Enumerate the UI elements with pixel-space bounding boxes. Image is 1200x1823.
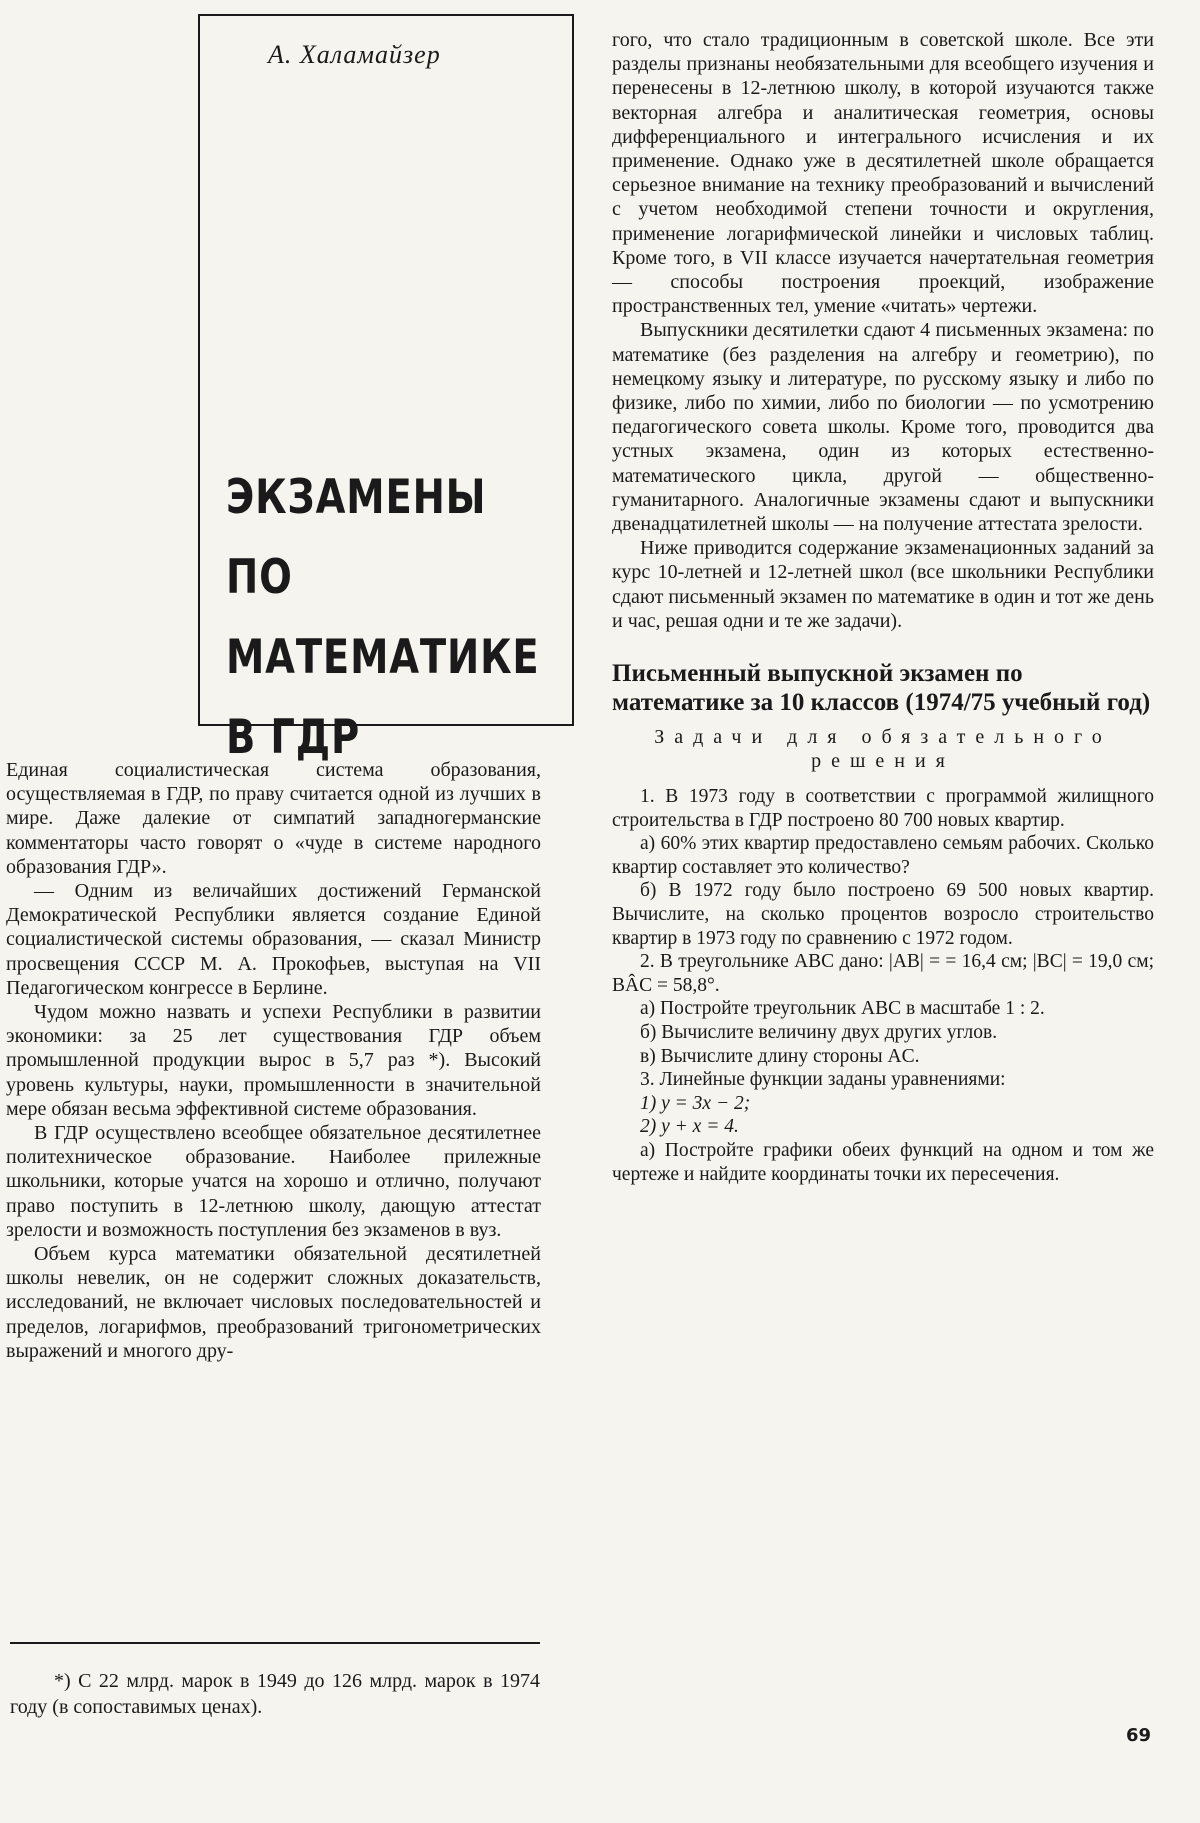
right-column — [612, 28, 1154, 1186]
task-2c: в) Вычислите длину стороны AC. — [640, 1045, 920, 1067]
task-1: 1. В 1973 году в соответствии с программой жилищного строительства в ГДР построено 80 700 новых квартир. — [612, 786, 1154, 831]
article-title — [226, 458, 540, 778]
task-2b: б) Вычислите величину двух других углов. — [640, 1022, 998, 1044]
paragraph: гого, что стало традиционным в советской школе. Все эти разделы признаны необязательными для всеобщего изучения и перенесены в 12-летнюю школу, в которой изучаются также векторная алгебра и аналитическая геометрия, основы дифференциального и интегрального исчисления и их применение. Однако уже в десятилетней школе обращается серьезное внимание на технику преобразований и вычислений с учетом необходимой степени точности и округления, применение логарифмической линейки и числовых таблиц. Кроме того, в VII классе изучается начертательная геометрия — способы построения проекций, изображение пространственных тел, умение «читать» чертежи. — [612, 29, 1154, 318]
footnote — [10, 1668, 540, 1720]
page-number: 69 — [1126, 1725, 1152, 1746]
title-line-4: В ГДР — [226, 710, 361, 765]
footnote-divider — [10, 1642, 540, 1644]
title-box — [198, 14, 574, 765]
author-name: А. Халамайзер — [268, 40, 441, 69]
task-list — [612, 785, 1154, 1186]
paragraph: Объем курса математики обязательной десятилетней школы невелик, он не содержит сложных доказательств, исследований, не включает числовых последовательностей и пределов, логарифмов, преобразований тригонометрических выражений и многого дру- — [6, 1243, 541, 1362]
paragraph: Ниже приводится содержание экзаменационных заданий за курс 10-летней и 12-летней школ (все школьники Республики сдают письменный экзамен по математике в один и тот же день и час, решая одни и те же задачи). — [612, 537, 1154, 632]
subheading: Задачи для обязательного решения — [654, 726, 1112, 773]
task-3-equation-2: 2) y + x = 4. — [640, 1116, 739, 1138]
title-line-3: МАТЕМАТИКЕ — [226, 630, 540, 685]
task-3: 3. Линейные функции заданы уравнениями: — [640, 1069, 1006, 1091]
footnote-text: *) С 22 млрд. марок в 1949 до 126 млрд. марок в 1974 году (в сопоставимых ценах). — [10, 1670, 540, 1718]
section-heading: Письменный выпускной экзамен по математике за 10 классов (1974/75 учебный год) — [612, 660, 1151, 717]
task-1a: а) 60% этих квартир предоставлено семьям рабочих. Сколько квартир составляет это количество? — [612, 833, 1154, 878]
paragraph: — Одним из величайших достижений Германской Демократической Республики является создание Единой социалистической системы образования, — сказал Министр просвещения СССР М. А. Прокофьев, выступая на VII Педагогическом конгрессе в Берлине. — [6, 880, 541, 999]
paragraph: Чудом можно назвать и успехи Республики в развитии экономики: за 25 лет существования ГДР объем промышленной продукции вырос в 5,7 раз *). Высокий уровень культуры, науки, промышленности в значительной мере обязан весьма эффективной системе образования. — [6, 1001, 541, 1120]
left-column-text — [6, 758, 541, 1363]
title-line-1: ЭКЗАМЕНЫ — [226, 470, 487, 525]
paragraph: Выпускники десятилетки сдают 4 письменных экзамена: по математике (без разделения на алгебру и геометрию), по немецкому языку и литературе, по русскому языку и либо по физике, либо по химии, либо по биологии — по усмотрению педагогического совета школы. Кроме того, проводится два устных экзамена, один из которых естественно-математического цикла, другой — общественно-гуманитарного. Аналогичные экзамены сдают и выпускники двенадцатилетней школы — на получение аттестата зрелости. — [612, 319, 1154, 536]
task-2a: а) Постройте треугольник ABC в масштабе 1 : 2. — [640, 998, 1045, 1020]
task-3-equation-1: 1) y = 3x − 2; — [640, 1092, 751, 1114]
task-2: 2. В треугольнике ABC дано: |AB| = = 16,4 см; |BC| = 19,0 см; BÂC = 58,8°. — [612, 951, 1154, 996]
title-line-2: ПО — [226, 550, 293, 605]
paragraph: В ГДР осуществлено всеобщее обязательное десятилетнее политехническое образование. Наиболее прилежные школьники, которые учатся на хорошо и отлично, получают право поступить в 12-летнюю школу, дающую аттестат зрелости и возможность поступления без экзаменов в вуз. — [6, 1122, 541, 1241]
task-3a: а) Постройте графики обеих функций на одном и том же чертеже и найдите координаты точки их пересечения. — [612, 1139, 1154, 1185]
task-1b: б) В 1972 году было построено 69 500 новых квартир. Вычислите, на сколько процентов возросло строительство квартир в 1973 году по сравнению с 1972 годом. — [612, 880, 1154, 949]
paragraph: Единая социалистическая система образования, осуществляемая в ГДР, по праву считается одной из лучших в мире. Даже далекие от симпатий западногерманские комментаторы часто говорят о «чуде в системе народного образования ГДР». — [6, 759, 541, 878]
